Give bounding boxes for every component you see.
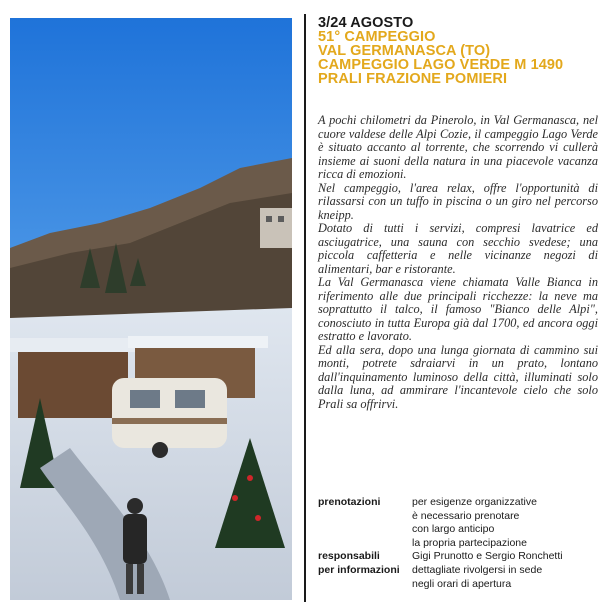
person-head — [127, 498, 143, 514]
ornament — [232, 495, 238, 501]
informazioni-label: per informazioni — [318, 563, 400, 576]
event-title-line: PRALI FRAZIONE POMIERI — [318, 71, 508, 87]
informazioni-row — [318, 564, 603, 591]
person-leg — [137, 564, 144, 594]
event-title-line: 51° CAMPEGGIO — [318, 29, 436, 45]
event-title-line: CAMPEGGIO LAGO VERDE M 1490 — [318, 57, 564, 73]
caravan-stripe — [112, 418, 227, 424]
distant-building — [260, 208, 292, 248]
person-body — [123, 514, 147, 564]
prenotazioni-line: per esigenze organizzative — [412, 496, 537, 508]
description-paragraph: Dotato di tutti i servizi, compresi lavatrice ed asciugatrice, una sauna con secchio svedese; una piccola caffetteria e nelle vicinanze negozi di alimentari, bar e ristorante. — [318, 221, 598, 276]
event-date: 3/24 AGOSTO — [318, 15, 414, 31]
description — [318, 114, 598, 411]
description-paragraph: Nel campeggio, l'area relax, offre l'opportunità di rilassarsi con un tuffo in piscina o un giro nel percorso kneipp. — [318, 180, 598, 222]
info-section — [318, 496, 603, 591]
informazioni-value — [412, 564, 603, 591]
ornament — [255, 515, 261, 521]
ornament — [247, 475, 253, 481]
window — [278, 216, 284, 222]
cabin-roof-snow — [128, 336, 268, 348]
description-paragraph: Ed alla sera, dopo una lunga giornata di cammino sui monti, potrete sdraiarvi in un prato, lontano dall'inquinamento luminoso della città, illuminati solo dalla luna, ad ammirare l'incantevole cielo che solo Prali sa offrirvi. — [318, 342, 598, 411]
vertical-divider — [304, 14, 306, 602]
caravan-window — [175, 390, 205, 408]
event-header — [318, 16, 598, 86]
prenotazioni-line: la propria partecipazione — [412, 536, 527, 549]
prenotazioni-line: con largo anticipo — [412, 523, 495, 536]
prenotazioni-label: prenotazioni — [318, 496, 381, 508]
caravan — [112, 378, 227, 448]
responsabili-value — [412, 550, 603, 564]
campsite-photo — [10, 18, 292, 600]
description-paragraph: A pochi chilometri da Pinerolo, in Val Germanasca, nel cuore valdese delle Alpi Cozie, il campeggio Lago Verde è situato accanto al torrente, che scorrendo vi cullerà insieme ai suoni della natura in una piacevole vacanza ricca di emozioni. — [318, 113, 598, 181]
cabin-roof-snow — [10, 338, 140, 352]
prenotazioni-row — [318, 496, 603, 550]
responsabili-line: Gigi Prunotto e Sergio Ronchetti — [412, 550, 563, 563]
prenotazioni-value — [412, 496, 603, 550]
prenotazioni-line: è necessario prenotare — [412, 509, 520, 522]
responsabili-label: responsabili — [318, 550, 380, 563]
event-title-line: VAL GERMANASCA (TO) — [318, 43, 491, 59]
caravan-window — [130, 390, 160, 408]
informazioni-line: dettagliate rivolgersi in sede — [412, 563, 543, 576]
person-leg — [126, 564, 133, 594]
responsabili-row — [318, 550, 603, 564]
caravan-wheel — [152, 442, 168, 458]
description-paragraph: La Val Germanasca viene chiamata Valle Bianca in riferimento alle due principali ricchezze: la neve ma soprattutto il talco, il famoso "Bianco delle Alpi", conosciuto in tutta Europa già dal 1700, ed ancora oggi estratto e lavorato. — [318, 275, 598, 343]
cabin — [18, 348, 128, 418]
informazioni-line: negli orari di apertura — [412, 577, 512, 590]
window — [266, 216, 272, 222]
